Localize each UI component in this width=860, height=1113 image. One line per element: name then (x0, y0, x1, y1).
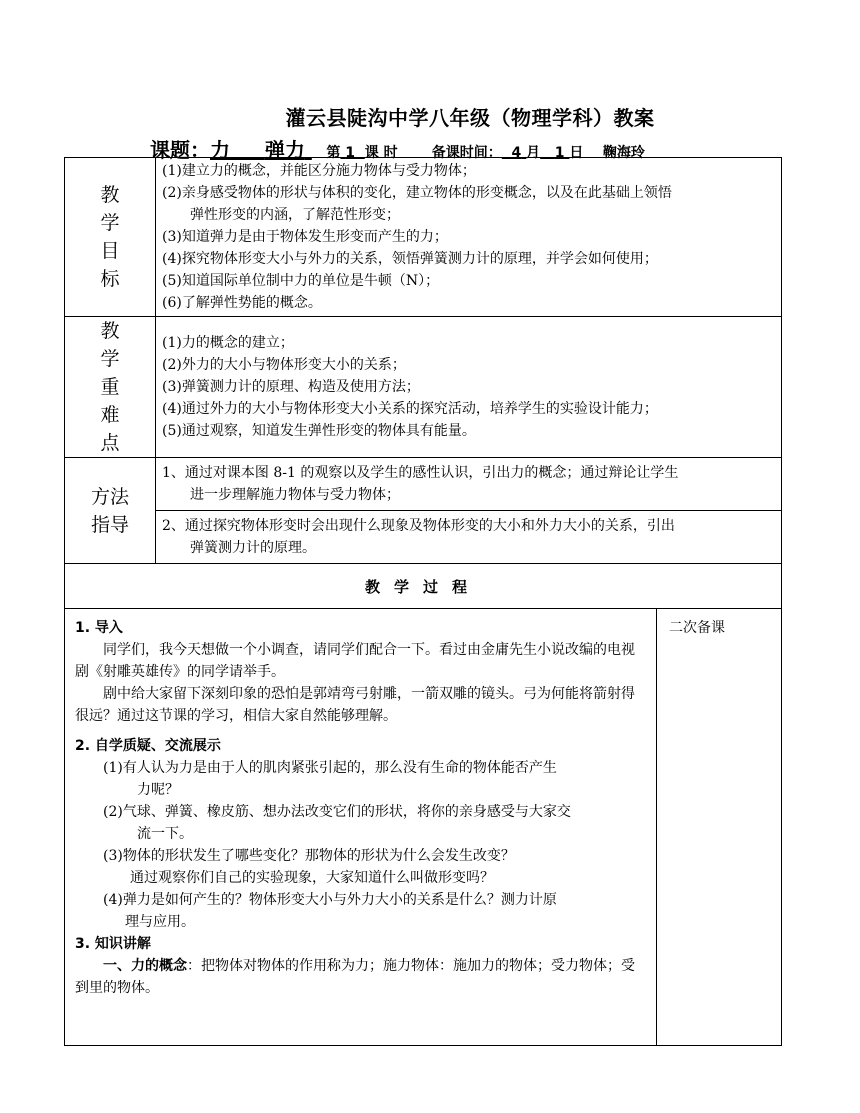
question-line: (4)弹力是如何产生的？物体形变大小与外力大小的关系是什么？测力计原 (103, 892, 557, 908)
key-points-label: 教 学 重 难 点 (65, 317, 156, 458)
objectives-label: 教 学 目 标 (65, 158, 156, 317)
day-unit: 日 (569, 145, 584, 161)
section-2-title: 2. 自学质疑、交流展示 (75, 738, 221, 754)
secondary-prep-label: 二次备课 (669, 620, 725, 636)
method-item-1 (156, 458, 782, 511)
method-1-line-cont: 进一步理解施力物体与受力物体； (190, 487, 400, 503)
objective-item: (2)亲身感受物体的形状与体积的变化，建立物体的形变概念，以及在此基础上领悟 (162, 185, 672, 201)
method-label: 方法 指导 (65, 458, 156, 564)
key-points-content (156, 317, 782, 458)
section-3-title: 3. 知识讲解 (75, 936, 151, 952)
question-line-cont: 流一下。 (137, 826, 193, 842)
section-1-paragraph: 剧中给大家留下深刻印象的恐怕是郭靖弯弓射雕，一箭双雕的镜头。弓为何能将箭射得很远？通过这节课的学习，相信大家自然能够理解。 (75, 686, 635, 724)
objective-item: (3)知道弹力是由于物体发生形变而产生的力； (162, 229, 448, 245)
question-line-cont: 理与应用。 (125, 914, 195, 930)
key-point-item: (2)外力的大小与物体形变大小的关系； (162, 357, 406, 373)
lesson-prefix: 第 (326, 145, 341, 161)
method-2-line: 2、通过探究物体形变时会出现什么现象及物体形变的大小和外力大小的关系，引出 (162, 518, 675, 534)
objective-item: (5)知道国际单位制中力的单位是牛顿（N）； (162, 273, 440, 289)
process-heading: 教学过程 (65, 564, 782, 609)
method-2-line-cont: 弹簧测力计的原理。 (190, 540, 316, 556)
prep-month: 4 (511, 145, 522, 161)
method-item-2 (156, 511, 782, 564)
method-1-line: 1、通过对课本图 8-1 的观察以及学生的感性认识，引出力的概念；通过辩论让学生 (162, 465, 679, 481)
process-body-row (65, 609, 782, 1046)
lesson-plan-table (64, 157, 782, 1046)
key-point-item: (3)弹簧测力计的原理、构造及使用方法； (162, 379, 420, 395)
objectives-row (65, 158, 782, 317)
section-3-paragraph: 一、力的概念：把物体对物体的作用称为力；施力物体：施加力的物体；受力物体；受到里的物体。 (75, 958, 635, 996)
objective-item: (6)了解弹性势能的概念。 (162, 295, 322, 311)
lesson-suffix: 课 时 (364, 145, 398, 161)
teacher-name: 鞠海玲 (602, 145, 645, 161)
section-1-title: 1. 导入 (75, 620, 123, 636)
prep-day: 1 (554, 145, 565, 161)
objective-item: (4)探究物体形变大小与外力的关系，领悟弹簧测力计的原理，并学会如何使用； (162, 251, 658, 267)
key-point-item: (4)通过外力的大小与物体形变大小关系的探究活动，培养学生的实验设计能力； (162, 401, 658, 417)
question-line: (1)有人认为力是由于人的肌肉紧张引起的，那么没有生命的物体能否产生 (103, 760, 557, 776)
objective-item-cont: 弹性形变的内涵，了解范性形变； (190, 207, 400, 223)
process-content (65, 609, 657, 1046)
method-row-1 (65, 458, 782, 511)
question-line: (3)物体的形状发生了哪些变化？那物体的形状为什么会发生改变？ (103, 848, 515, 864)
key-points-row (65, 317, 782, 458)
process-heading-row (65, 564, 782, 609)
key-point-item: (1)力的概念的建立； (162, 335, 294, 351)
section-1-paragraph: 同学们，我今天想做一个小调查，请同学们配合一下。看过由金庸先生小说改编的电视剧《射雕英雄传》的同学请举手。 (75, 642, 635, 680)
question-line-cont: 通过观察你们自己的实验现象，大家知道什么叫做形变吗？ (130, 870, 494, 886)
objectives-content (156, 158, 782, 317)
secondary-prep-cell (657, 609, 782, 1046)
method-row-2 (65, 511, 782, 564)
title-text: 灌云县陡沟中学八年级（物理学科）教案 (285, 106, 655, 130)
page-title (0, 102, 860, 131)
topic-label: 课题： (150, 138, 210, 162)
objective-item: (1)建立力的概念，并能区分施力物体与受力物体； (162, 163, 476, 179)
key-point-item: (5)通过观察，知道发生弹性形变的物体具有能量。 (162, 423, 476, 439)
question-line-cont: 力呢？ (137, 782, 179, 798)
lesson-number: 1 (345, 145, 356, 161)
question-line: (2)气球、弹簧、橡皮筋、想办法改变它们的形状，将你的亲身感受与大家交 (103, 804, 571, 820)
topic-part-a: 力 弹力 (210, 138, 305, 162)
prep-time-label: 备课时间： (431, 145, 502, 161)
month-unit: 月 (526, 145, 541, 161)
